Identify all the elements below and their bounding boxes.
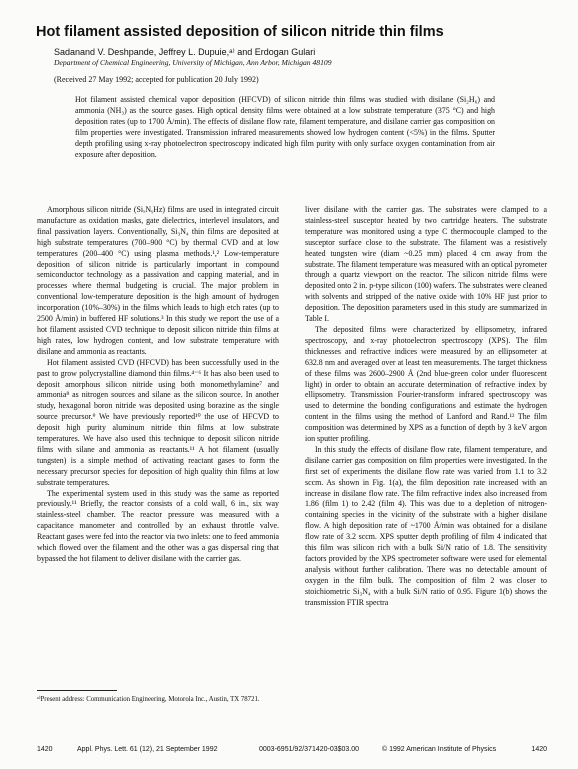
received-dates: (Received 27 May 1992; accepted for publication 20 July 1992) bbox=[54, 75, 259, 84]
copyright-line: © 1992 American Institute of Physics bbox=[382, 746, 497, 753]
affiliation: Department of Chemical Engineering, University of Michigan, Ann Arbor, Michigan 48109 bbox=[54, 58, 332, 67]
body-paragraph: Amorphous silicon nitride (SiₓNᵧHz) films are used in integrated circuit manufacture as oxidation masks, gate dielectrics, interlevel insulators, and final passivation layers. Conventionally, Si₃N₄ thin films are deposited at high substrate temperatures (700–900 °C) by thermal CVD and at low temperatures (200–400 °C) using plasma methods.¹,² Low-temperature deposition of silicon nitride is particularly important in compound semiconductor technology as a passivation and capping material, and in processes where thermal budgeting is crucial. The major problem in conventional low-temperature deposition is the high amount of hydrogen incorporation (10%–30%) in the films which leads to high etch rates (up to 2500 Å/min) in buffered HF solutions.³ In this study we report the use of a hot filament assisted CVD technique to deposit silicon nitride thin films at high rates, low hydrogen content, and low substrate temperature with disilane and ammonia as reactants. bbox=[37, 205, 279, 356]
body-paragraph: In this study the effects of disilane flow rate, filament temperature, and disilane carrier gas composition on film properties were investigated. In the first set of experiments the disilane flow rate was varied from 1.1 to 3.2 sccm. As shown in Fig. 1(a), the film deposition rate increased with an increase in disilane flow rate. The film refractive index also increased from 1.86 (film 1) to 2.42 (film 4). This was due to a depletion of nitrogen-containing species in the vicinity of the substrate with a higher disilane flow. A high deposition rate of ~1700 Å/min was obtained for a disilane flow rate of 3.2 sccm. XPS sputter depth profiling of film 4 indicated that this film was silicon rich with a bulk Si/N ratio of 1.8. The sensitivity factors provided by the XPS spectrometer software were used for elemental analysis without further calibration. There was no detectable amount of oxygen in the film bulk. The composition of film 2 was closer to stoichiometric Si₃N₄ with a bulk Si/N ratio of 0.95. Figure 1(b) shows the transmission FTIR spectra bbox=[305, 444, 547, 607]
page-number-right: 1420 bbox=[531, 746, 547, 753]
left-column bbox=[37, 205, 279, 647]
journal-citation: Appl. Phys. Lett. 61 (12), 21 September 1992 bbox=[77, 746, 218, 753]
footnote: ᵃ⁾Present address: Communication Engineering, Motorola Inc., Austin, TX 78721. bbox=[37, 696, 260, 703]
body-paragraph: The deposited films were characterized by ellipsometry, infrared spectroscopy, and x-ray photoelectron spectroscopy (XPS). The film thicknesses and refractive indices were measured by an ellipsometer at 632.8 nm and averaged over at least ten measurements. The target thickness of these films was 2600–2900 Å (2nd blue-green color under fluorescent light) in order to obtain an accurate determination of refractive index by ellipsometry. Transmission Fourier-transform infrared spectroscopy was used to determine the bonding configurations and estimate the hydrogen content in the films using the method of Lanford and Rand.¹² The film composition was determined by XPS as a function of depth by 3 keV argon ion sputter profiling. bbox=[305, 324, 547, 444]
page-footer bbox=[37, 746, 547, 758]
body-paragraph: Hot filament assisted CVD (HFCVD) has been successfully used in the past to grow polycrystalline diamond thin films.⁴⁻⁶ It has also been used to deposit amorphous silicon nitride using both monomethylamine⁷ and ammonia⁸ as nitrogen sources and silane as the silicon source. In another study, hexagonal boron nitride was deposited using borazine as the single source precursor.⁹ We have previously reported¹⁰ the use of HFCVD to deposit high purity aluminum nitride thin films at low substrate temperatures. We have also used this technique to deposit silicon nitride films with silane and ammonia as reactants.¹¹ A hot filament (usually tungsten) is a simple method of activating reactant gases to form the necessary precursor species for deposition of high quality thin films at low substrate temperatures. bbox=[37, 357, 279, 487]
body-paragraph: The experimental system used in this study was the same as reported previously.¹¹ Briefly, the reactor consists of a cold wall, 6 in., six way stainless-steel chamber. The reactor pressure was measured with a capacitance manometer and controlled by an exhaust throttle valve. Reactant gases were fed into the reactor via two inlets: one to feed ammonia which flowed over the filament and the other was a gas dispersal ring that bypassed the hot filament to deliver disilane with the carrier gas. bbox=[37, 488, 279, 563]
footnote-rule bbox=[37, 690, 117, 691]
right-column bbox=[305, 205, 547, 735]
author-list: Sadanand V. Deshpande, Jeffrey L. Dupuie,ᵃ⁾ and Erdogan Gulari bbox=[54, 47, 316, 57]
article-code: 0003-6951/92/371420-03$03.00 bbox=[259, 746, 360, 753]
abstract: Hot filament assisted chemical vapor deposition (HFCVD) of silicon nitride thin films was studied with disilane (Si₂H₆) and ammonia (NH₃) as the source gases. High optical density films were obtained at a low substrate temperature (375 °C) and high deposition rates (up to 1700 Å/min). The effects of disilane flow rate, filament temperature, and disilane carrier gas composition on film properties were investigated. Transmission infrared measurements showed low hydrogen content (<5%) in the films. Sputter depth profiling using x-ray photoelectron spectroscopy indicated high film purity with only surface oxygen contamination from air exposure after deposition. bbox=[75, 95, 495, 159]
article-title: Hot filament assisted deposition of silicon nitride thin films bbox=[36, 24, 444, 40]
body-paragraph: liver disilane with the carrier gas. The substrates were clamped to a stainless-steel susceptor heated by two cartridge heaters. The substrate temperature was monitored using a type C thermocouple clamped to the susceptor surface close to the substrate. The filament was a resistively heated tungsten wire (diam ~0.25 mm) placed 4 cm away from the substrate. The filament temperature was measured with an optical pyrometer through a quartz viewport on the reactor. The silicon nitride films were deposited onto 2 in. p-type silicon (100) wafers. The substrates were cleaned with solvents and stripped of the native oxide with 10% HF just prior to deposition. The deposition parameters used in this study are summarized in Table I. bbox=[305, 205, 547, 324]
page-number-left: 1420 bbox=[37, 746, 53, 753]
